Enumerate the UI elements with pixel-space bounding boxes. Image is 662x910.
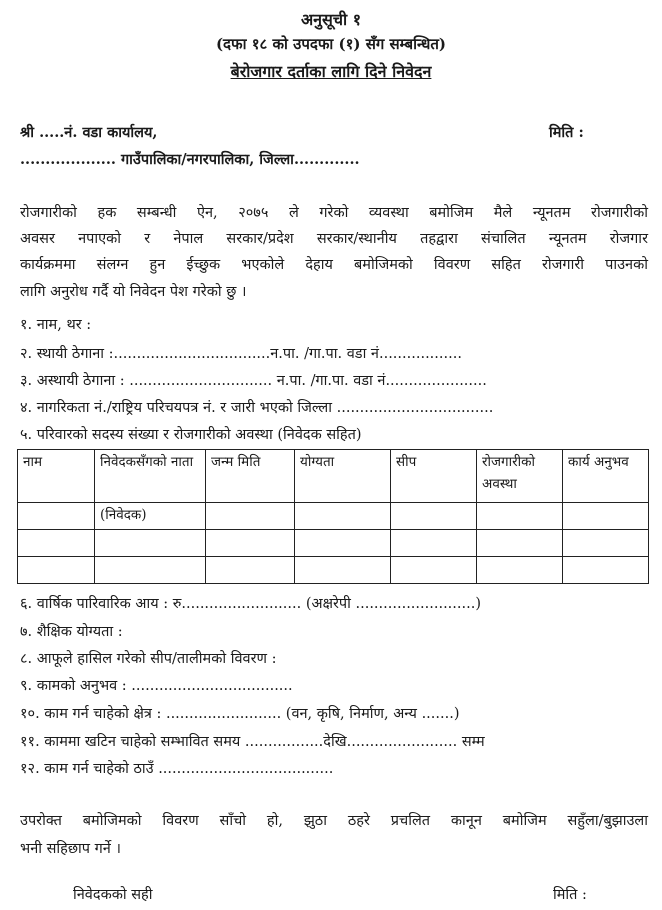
table-cell[interactable] [391, 557, 477, 584]
paragraph-line: लागि अनुरोध गर्दै यो निवेदन पेश गरेको छु । [20, 284, 247, 300]
table-cell[interactable] [295, 530, 391, 557]
field-name: १. नाम, थर : [20, 317, 92, 333]
table-row [18, 503, 649, 530]
field-work-experience: ९. कामको अनुभव : ................................... [20, 678, 293, 694]
municipality-line: ................... गाउँपालिका/नगरपालिका, जिल्ला............. [20, 151, 360, 168]
field-permanent-address: २. स्थायी ठेगाना :..................................न.पा. /गा.पा. वडा नं.................. [20, 346, 462, 362]
table-cell[interactable] [206, 530, 295, 557]
field-citizenship: ४. नागरिकता नं./राष्ट्रिय परिचयपत्र नं. र जारी भएको जिल्ला .................................. [20, 400, 494, 416]
table-cell[interactable] [95, 530, 206, 557]
field-temporary-address: ३. अस्थायी ठेगाना : ............................... न.पा. /गा.पा. वडा नं...................... [20, 373, 487, 389]
col-header-employment: रोजगारीको अवस्था [477, 450, 563, 503]
addressee-line: श्री .....नं. वडा कार्यालय, [20, 124, 158, 141]
table-cell[interactable]: (निवेदक) [95, 503, 206, 530]
field-skills-training: ८. आफूले हासिल गरेको सीप/तालीमको विवरण : [20, 651, 277, 667]
table-cell[interactable] [477, 557, 563, 584]
table-row [18, 530, 649, 557]
table-cell[interactable] [18, 503, 95, 530]
col-header-dob: जन्म मिति [206, 450, 295, 503]
col-header-qualification: योग्यता [295, 450, 391, 503]
table-cell[interactable] [18, 530, 95, 557]
table-cell[interactable] [391, 530, 477, 557]
table-cell[interactable] [391, 503, 477, 530]
schedule-heading: अनुसूची १ [300, 10, 362, 29]
field-education: ७. शैक्षिक योग्यता : [20, 624, 123, 640]
table-cell[interactable] [477, 530, 563, 557]
col-header-relation: निवेदकसँगको नाता [95, 450, 206, 503]
col-header-name: नाम [18, 450, 95, 503]
date-label-bottom: मिति : [553, 887, 587, 903]
field-family-status: ५. परिवारको सदस्य संख्या र रोजगारीको अवस्था (निवेदक सहित) [20, 427, 362, 443]
paragraph-line: रोजगारीको हक सम्बन्धी ऐन, २०७५ ले गरेको व्यवस्था बमोजिम मैले न्यूनतम रोजगारीको [20, 205, 648, 221]
table-cell[interactable] [563, 557, 649, 584]
paragraph-line: कार्यक्रममा संलग्न हुन ईच्छुक भएकोले देहाय बमोजिमको विवरण सहित रोजगारी पाउनको [20, 257, 648, 273]
paragraph-line: अवसर नपाएको र नेपाल सरकार/प्रदेश सरकार/स्थानीय तहद्वारा संचालित न्यूनतम रोजगार [20, 231, 648, 247]
section-reference: (दफा १८ को उपदफा (१) सँग सम्बन्धित) [215, 35, 447, 53]
field-annual-income: ६. वार्षिक पारिवारिक आय : रु.......................... (अक्षरेपी ..........................) [20, 596, 481, 612]
form-title: बेरोजगार दर्ताका लागि दिने निवेदन [230, 62, 432, 81]
field-availability-period: ११. काममा खटिन चाहेको सम्भावित समय .................देखि........................ सम्म [20, 734, 485, 750]
declaration-line: भनी सहिछाप गर्ने । [20, 841, 121, 857]
family-table [17, 449, 649, 584]
table-cell[interactable] [295, 503, 391, 530]
date-label-top: मिति : [549, 124, 584, 141]
table-row [18, 557, 649, 584]
field-work-location: १२. काम गर्न चाहेको ठाउँ ...................................... [20, 761, 334, 777]
table-cell[interactable] [563, 530, 649, 557]
table-cell[interactable] [18, 557, 95, 584]
table-cell[interactable] [206, 503, 295, 530]
field-work-sector: १०. काम गर्न चाहेको क्षेत्र : ......................... (वन, कृषि, निर्माण, अन्य .......) [20, 706, 460, 722]
table-cell[interactable] [477, 503, 563, 530]
table-header-row [18, 450, 649, 503]
table-cell[interactable] [95, 557, 206, 584]
declaration-line: उपरोक्त बमोजिमको विवरण साँचो हो, झुठा ठहरे प्रचलित कानून बमोजिम सहुँला/बुझाउला [20, 813, 648, 829]
table-cell[interactable] [563, 503, 649, 530]
signature-label: निवेदकको सही [73, 887, 153, 903]
table-cell[interactable] [295, 557, 391, 584]
col-header-skill: सीप [391, 450, 477, 503]
col-header-experience: कार्य अनुभव [563, 450, 649, 503]
table-cell[interactable] [206, 557, 295, 584]
